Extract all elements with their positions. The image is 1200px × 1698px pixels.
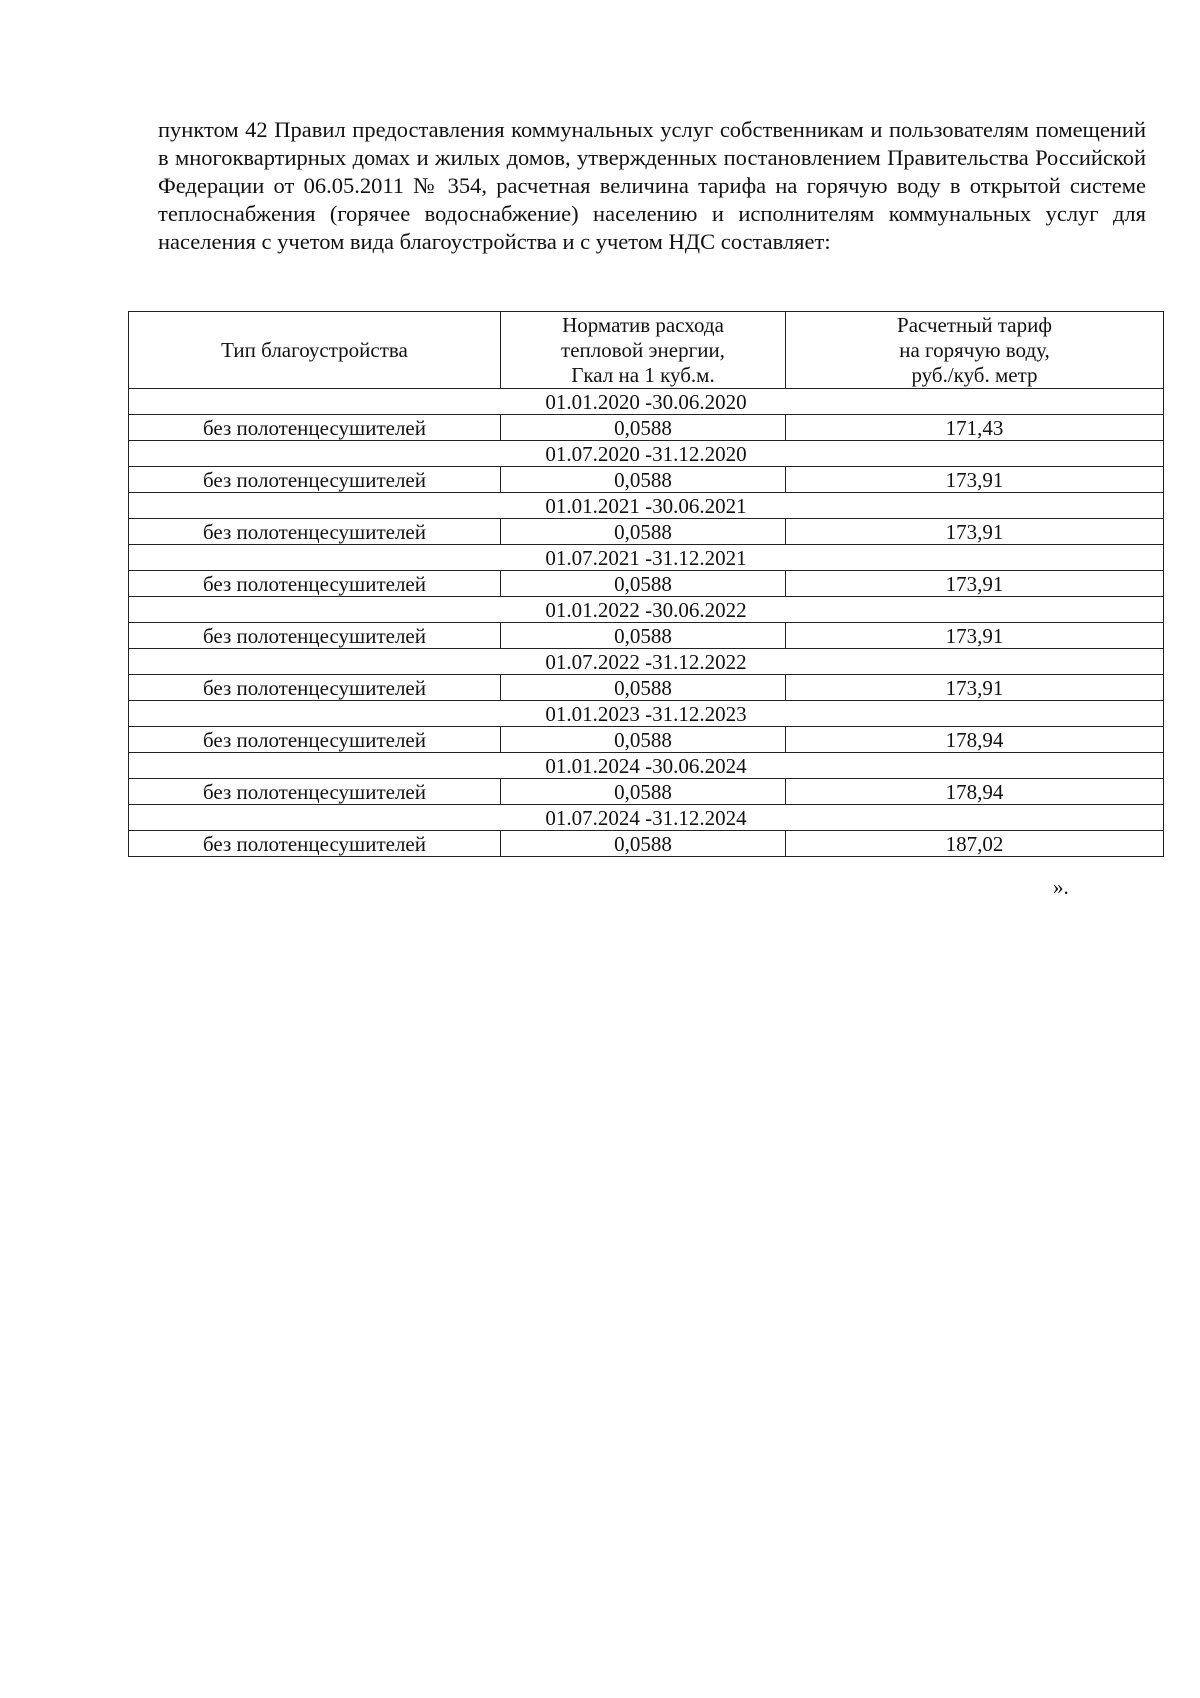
table-row — [129, 831, 1164, 857]
period-label: 01.01.2020 -30.06.2020 — [129, 389, 1164, 415]
header-calculated-tariff — [786, 312, 1164, 389]
period-label: 01.01.2021 -30.06.2021 — [129, 493, 1164, 519]
header-heat-norm — [501, 312, 786, 389]
heat-norm-cell: 0,0588 — [501, 779, 786, 805]
period-row — [129, 389, 1164, 415]
table-row — [129, 779, 1164, 805]
period-row — [129, 805, 1164, 831]
period-label: 01.01.2024 -30.06.2024 — [129, 753, 1164, 779]
period-label: 01.07.2020 -31.12.2020 — [129, 441, 1164, 467]
improvement-type-cell: без полотенцесушителей — [129, 571, 501, 597]
improvement-type-cell: без полотенцесушителей — [129, 675, 501, 701]
header-improvement-type: Тип благоустройства — [129, 312, 501, 389]
heat-norm-cell: 0,0588 — [501, 831, 786, 857]
tariff-table-body — [129, 389, 1164, 857]
period-row — [129, 441, 1164, 467]
tariff-value-cell: 173,91 — [786, 623, 1164, 649]
table-row — [129, 415, 1164, 441]
improvement-type-cell: без полотенцесушителей — [129, 415, 501, 441]
improvement-type-cell: без полотенцесушителей — [129, 519, 501, 545]
heat-norm-cell: 0,0588 — [501, 727, 786, 753]
table-row — [129, 623, 1164, 649]
closing-quote: ». — [1053, 875, 1069, 899]
header-heat-norm-line: тепловой энергии, — [561, 337, 725, 362]
improvement-type-cell: без полотенцесушителей — [129, 727, 501, 753]
period-label: 01.07.2022 -31.12.2022 — [129, 649, 1164, 675]
heat-norm-cell: 0,0588 — [501, 571, 786, 597]
intro-paragraph: пунктом 42 Правил предоставления коммунальных услуг собственникам и пользователям помещений в многоквартирных домах и жилых домов, утвержденных постановлением Правительства Российской Федерации от 06.05.2011 № 354, расчетная величина тарифа на горячую воду в открытой системе теплоснабжения (горячее водоснабжение) населению и исполнителям коммунальных услуг для населения с учетом вида благоустройства и с учетом НДС составляет: — [158, 117, 1146, 254]
heat-norm-cell: 0,0588 — [501, 519, 786, 545]
tariff-value-cell: 173,91 — [786, 675, 1164, 701]
table-header-row — [129, 312, 1164, 389]
improvement-type-cell: без полотенцесушителей — [129, 467, 501, 493]
tariff-value-cell: 173,91 — [786, 467, 1164, 493]
heat-norm-cell: 0,0588 — [501, 415, 786, 441]
table-row — [129, 727, 1164, 753]
tariff-value-cell: 171,43 — [786, 415, 1164, 441]
heat-norm-cell: 0,0588 — [501, 467, 786, 493]
table-row — [129, 467, 1164, 493]
improvement-type-cell: без полотенцесушителей — [129, 779, 501, 805]
improvement-type-cell: без полотенцесушителей — [129, 831, 501, 857]
header-tariff-line: Расчетный тариф — [897, 312, 1052, 337]
period-row — [129, 753, 1164, 779]
tariff-value-cell: 178,94 — [786, 779, 1164, 805]
header-heat-norm-line: Норматив расхода — [562, 312, 724, 337]
header-tariff-line: руб./куб. метр — [911, 362, 1038, 387]
tariff-value-cell: 173,91 — [786, 519, 1164, 545]
tariff-table — [128, 311, 1164, 857]
period-label: 01.01.2022 -30.06.2022 — [129, 597, 1164, 623]
period-row — [129, 597, 1164, 623]
header-heat-norm-line: Гкал на 1 куб.м. — [571, 362, 715, 387]
heat-norm-cell: 0,0588 — [501, 675, 786, 701]
period-label: 01.01.2023 -31.12.2023 — [129, 701, 1164, 727]
table-row — [129, 519, 1164, 545]
period-row — [129, 545, 1164, 571]
table-row — [129, 675, 1164, 701]
tariff-value-cell: 173,91 — [786, 571, 1164, 597]
period-label: 01.07.2021 -31.12.2021 — [129, 545, 1164, 571]
period-row — [129, 493, 1164, 519]
heat-norm-cell: 0,0588 — [501, 623, 786, 649]
header-tariff-line: на горячую воду, — [899, 337, 1050, 362]
period-label: 01.07.2024 -31.12.2024 — [129, 805, 1164, 831]
table-row — [129, 571, 1164, 597]
tariff-value-cell: 187,02 — [786, 831, 1164, 857]
improvement-type-cell: без полотенцесушителей — [129, 623, 501, 649]
period-row — [129, 701, 1164, 727]
tariff-value-cell: 178,94 — [786, 727, 1164, 753]
period-row — [129, 649, 1164, 675]
